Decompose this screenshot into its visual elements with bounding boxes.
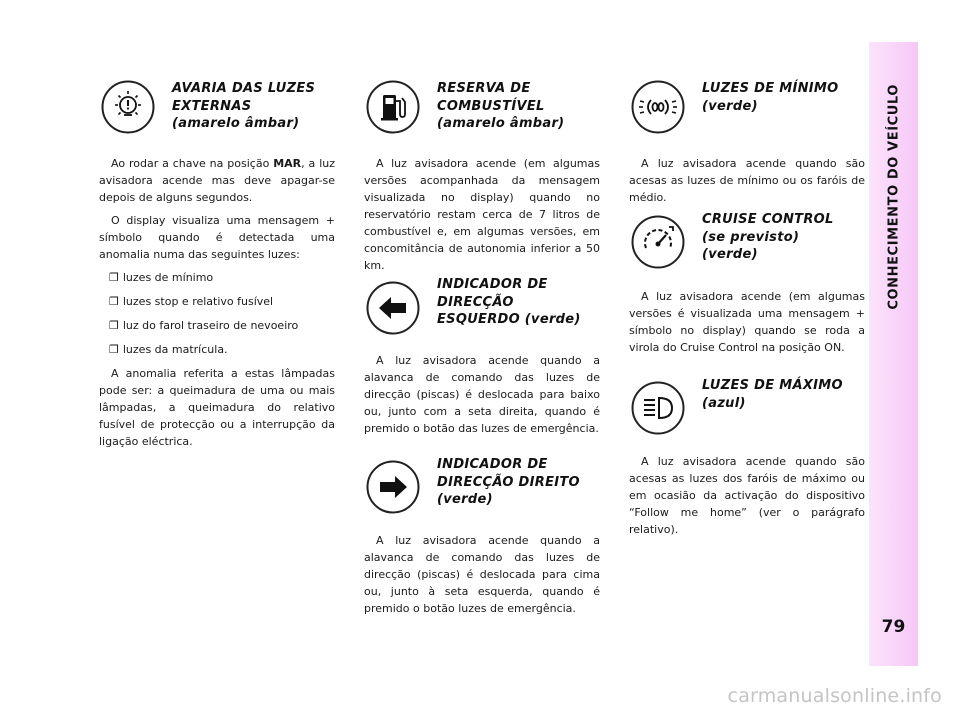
avaria-paragraph-3: A anomalia referita a estas lâmpadas pode ser: a queimadura de uma ou mais lâmpadas, a queimadura do relativo fusível de protecção ou a interrupção da ligação eléctrica. (99, 367, 335, 448)
watermark: carmanualsonline.info (727, 685, 942, 707)
reserva-body: A luz avisadora acende (em algumas versões acompanhada da mensagem visualizada no display) quando no reservatório restam cerca de 7 litros de combustível e, em algumas versões, em concomitância de autonomia inferior a 50 km. (364, 157, 600, 272)
list-item: ❒ luz do farol traseiro de nevoeiro (109, 319, 299, 332)
fuel-pump-icon (366, 80, 420, 134)
avaria-paragraph-1: Ao rodar a chave na posição MAR, a luz avisadora acende mas deve apagar-se depois de alguns segundos. (99, 157, 335, 204)
chapter-sidebar (869, 42, 918, 666)
list-item: ❒ luzes de mínimo (109, 271, 214, 284)
page-number: 79 (881, 617, 906, 637)
avaria-list (99, 269, 335, 358)
list-item: ❒ luzes da matrícula. (109, 343, 228, 356)
avaria-paragraph-2: O display visualiza uma mensagem + símbolo quando é detectada uma anomalia numa das seguintes luzes: (99, 214, 335, 261)
arrow-left-icon (366, 281, 420, 335)
checkbox-icon: ❒ (109, 295, 119, 308)
avaria-body (99, 155, 335, 456)
high-beam-icon (631, 381, 685, 435)
esquerdo-body: A luz avisadora acende quando a alavanca de comando das luzes de direcção (piscas) é deslocada para baixo ou, junto com a seta direita, quando é premido o botão das luzes de emergência. (364, 354, 600, 435)
minimo-heading: LUZES DE MÍNIMO (verde) (702, 81, 839, 114)
bulb-warning-icon (101, 80, 155, 134)
esquerdo-heading: INDICADOR DE DIRECÇÃO ESQUERDO (verde) (437, 277, 581, 327)
checkbox-icon: ❒ (109, 271, 119, 284)
side-lights-icon (631, 80, 685, 134)
cruise-control-icon (631, 215, 685, 269)
checkbox-icon: ❒ (109, 343, 119, 356)
minimo-body: A luz avisadora acende quando são acesas as luzes de mínimo ou os faróis de médio. (629, 157, 865, 204)
direito-heading: INDICADOR DE DIRECÇÃO DIREITO (verde) (437, 457, 580, 507)
reserva-heading: RESERVA DE COMBUSTÍVEL (amarelo âmbar) (437, 81, 565, 131)
avaria-heading: AVARIA DAS LUZES EXTERNAS (amarelo âmbar) (172, 81, 316, 131)
maximo-body: A luz avisadora acende quando são acesas as luzes dos faróis de máximo ou em ocasião da activação do dispositivo “Follow me home” (ver o parágrafo relativo). (629, 455, 865, 536)
cruise-body: A luz avisadora acende (em algumas versões é visualizada uma mensagem + símbolo no display) quando se roda a virola do Cruise Control na posição ON. (629, 290, 865, 354)
arrow-right-icon (366, 460, 420, 514)
direito-body: A luz avisadora acende quando a alavanca de comando das luzes de direcção (piscas) é deslocada para cima ou, junto à seta esquerda, quando é premido o botão luzes de emergência. (364, 534, 600, 615)
checkbox-icon: ❒ (109, 319, 119, 332)
chapter-title: CONHECIMENTO DO VEÍCULO (886, 84, 901, 310)
maximo-heading: LUZES DE MÁXIMO (azul) (702, 378, 843, 411)
list-item: ❒ luzes stop e relativo fusível (109, 295, 274, 308)
cruise-heading: CRUISE CONTROL (se previsto) (verde) (702, 212, 834, 262)
